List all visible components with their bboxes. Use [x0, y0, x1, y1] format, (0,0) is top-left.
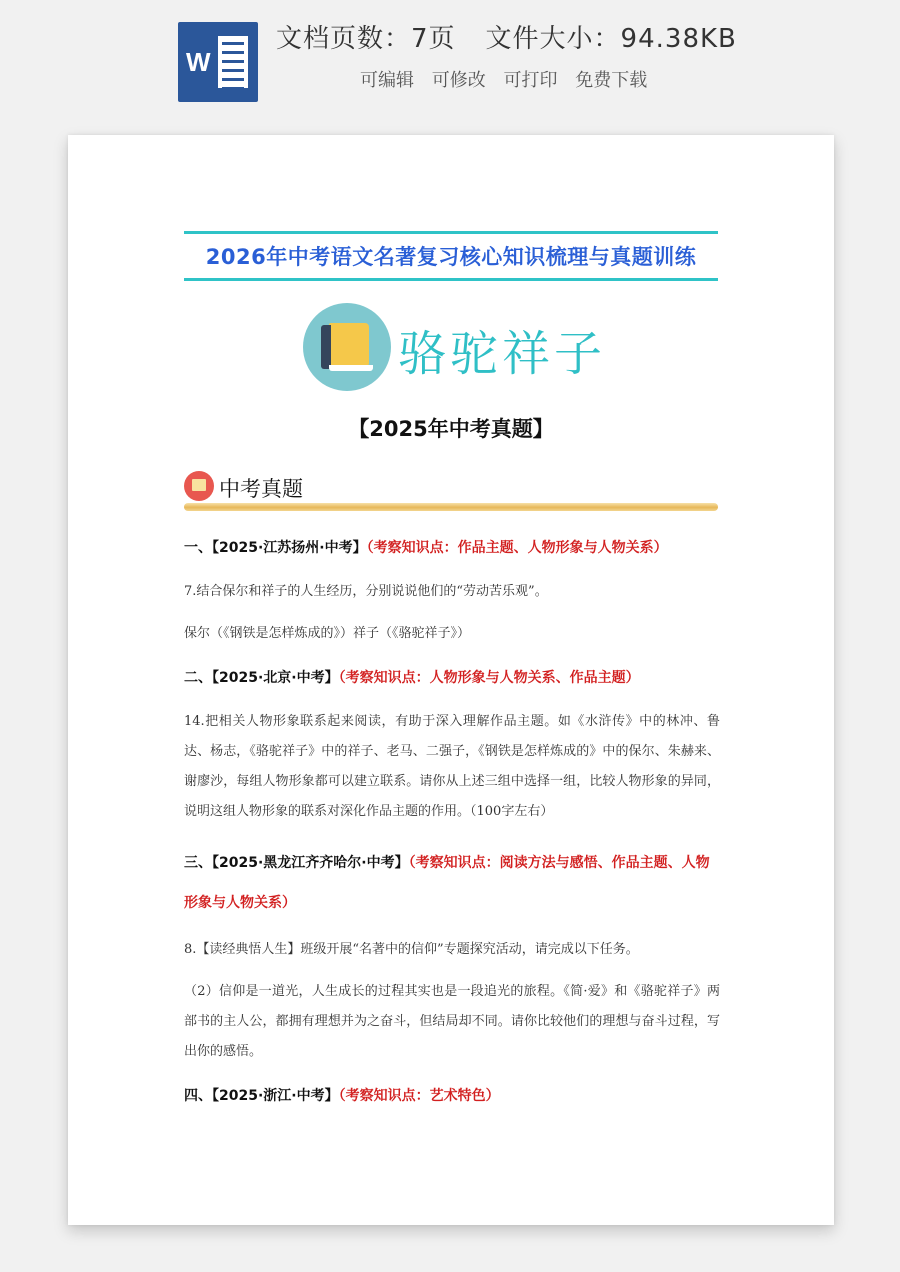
- section-label: 中考真题: [219, 477, 303, 501]
- feature-modifiable: 可修改: [431, 70, 486, 91]
- question-heading: 二、【2025·北京·中考】（考察知识点：人物形象与人物关系、作品主题）: [184, 670, 640, 686]
- word-icon: [178, 22, 258, 102]
- knowledge-tag: （考察知识点：作品主题、人物形象与人物关系）: [366, 540, 668, 556]
- folder-icon: [184, 471, 214, 501]
- knowledge-tag: （考察知识点：艺术特色）: [338, 1088, 500, 1104]
- book-icon: [303, 303, 391, 391]
- question-text: （2）信仰是一道光，人生成长的过程其实也是一段追光的旅程。《简·爱》和《骆驼祥子》两部书的主人公，都拥有理想并为之奋斗，但结局却不同。请你比较他们的理想与奋斗过程，写出你的感悟。: [184, 984, 720, 1059]
- question-text: 7.结合保尔和祥子的人生经历，分别说说他们的“劳动苦乐观”。: [184, 584, 548, 599]
- document-page: [68, 135, 834, 1225]
- file-size: 文件大小：94.38KB: [485, 24, 737, 54]
- word-icon-letter: W: [186, 47, 211, 77]
- question-heading: 一、【2025·江苏扬州·中考】（考察知识点：作品主题、人物形象与人物关系）: [184, 540, 668, 556]
- feature-printable: 可打印: [503, 70, 558, 91]
- series-title: 2026年中考语文名著复习核心知识梳理与真题训练: [184, 231, 718, 281]
- section-divider: [184, 503, 718, 511]
- document-info-banner: [0, 0, 900, 120]
- question-text: 14.把相关人物形象联系起来阅读，有助于深入理解作品主题。如《水浒传》中的林冲、鲁达、杨志，《骆驼祥子》中的祥子、老马、二强子，《钢铁是怎样炼成的》中的保尔、朱赫来、谢廖沙，每组人物形象都可以建立联系。请你从上述三组中选择一组，比较人物形象的异同，说明这组人物形象的联系对深化作品主题的作用。（100字左右）: [184, 714, 720, 819]
- knowledge-tag: （考察知识点：人物形象与人物关系、作品主题）: [338, 670, 640, 686]
- question-list: [184, 535, 720, 1109]
- knowledge-tag: （考察知识点：阅读方法与感悟、作品主题、人物形象与人物关系）: [184, 855, 710, 911]
- section-header: [184, 469, 718, 515]
- exam-heading: 【2025年中考真题】: [348, 417, 554, 441]
- feature-list: [360, 66, 655, 92]
- question-text: 保尔（《钢铁是怎样炼成的》）祥子（《骆驼祥子》）: [184, 626, 471, 641]
- question-heading: 三、【2025·黑龙江齐齐哈尔·中考】（考察知识点：阅读方法与感悟、作品主题、人物形象与人物关系）: [184, 855, 710, 911]
- feature-editable: 可编辑: [360, 70, 414, 91]
- page-count: 文档页数：7页: [276, 24, 456, 54]
- book-title: 骆驼祥子: [398, 326, 607, 382]
- question-text: 8.【读经典悟人生】班级开展“名著中的信仰”专题探究活动，请完成以下任务。: [184, 942, 639, 957]
- question-heading: 四、【2025·浙江·中考】（考察知识点：艺术特色）: [184, 1088, 500, 1104]
- word-icon-lines: [218, 36, 248, 88]
- feature-free-download: 免费下载: [575, 70, 648, 91]
- document-meta: [276, 18, 737, 55]
